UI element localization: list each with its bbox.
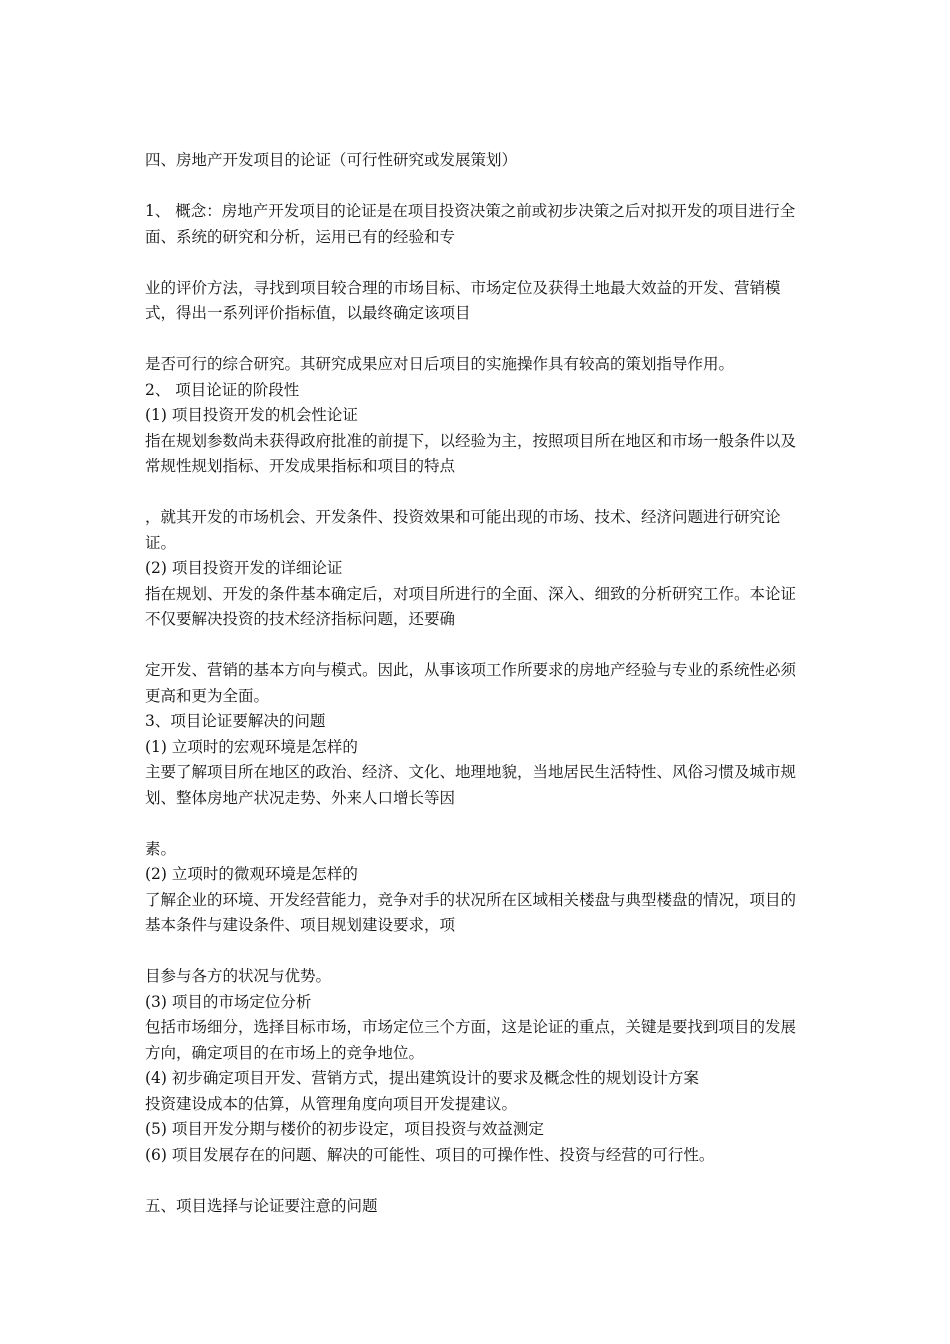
section-heading-4: 四、房地产开发项目的论证（可行性研究或发展策划） bbox=[145, 151, 518, 169]
blank-line bbox=[145, 174, 810, 200]
paragraph-detailed-cont: 定开发、营销的基本方向与模式。因此，从事该项工作所要求的房地产经验与专业的系统性必须更高和更为全面。 bbox=[145, 661, 797, 705]
blank-line bbox=[145, 633, 810, 659]
paragraph-concept-cont-1: 业的评价方法，寻找到项目较合理的市场目标、市场定位及获得土地最大效益的开发、营销模式，得出一系列评价指标值，以最终确定该项目 bbox=[145, 278, 781, 322]
item-phasing-pricing: (5) 项目开发分期与楼价的初步设定，项目投资与效益测定 bbox=[145, 1120, 544, 1138]
blank-line bbox=[145, 1168, 810, 1194]
item-market-positioning: (3) 项目的市场定位分析 bbox=[145, 992, 312, 1011]
paragraph-concept-cont-2: 是否可行的综合研究。其研究成果应对日后项目的实施操作具有较高的策划指导作用。 bbox=[145, 355, 735, 373]
blank-line bbox=[145, 811, 810, 837]
subheading-stages: 2、 项目论证的阶段性 bbox=[145, 380, 300, 399]
item-issues-feasibility: (6) 项目发展存在的问题、解决的可能性、项目的可操作性、投资与经营的可行性。 bbox=[145, 1145, 715, 1164]
paragraph-micro-cont: 目参与各方的状况与优势。 bbox=[145, 967, 332, 985]
paragraph-detailed: 指在规划、开发的条件基本确定后，对项目所进行的全面、深入、细致的分析研究工作。本论证不仅要解决投资的技术经济指标问题，还要确 bbox=[145, 584, 797, 628]
blank-line bbox=[145, 327, 810, 353]
blank-line bbox=[145, 250, 810, 276]
paragraph-opportunity-cont: ，就其开发的市场机会、开发条件、投资效果和可能出现的市场、技术、经济问题进行研究论证。 bbox=[145, 508, 781, 552]
subheading-problems: 3、项目论证要解决的问题 bbox=[145, 712, 326, 730]
item-micro-environment: (2) 立项时的微观环境是怎样的 bbox=[145, 865, 358, 883]
blank-line bbox=[145, 939, 810, 965]
item-detailed-demo: (2) 项目投资开发的详细论证 bbox=[145, 559, 343, 577]
paragraph-investment-estimate: 投资建设成本的估算，从管理角度向项目开发提建议。 bbox=[145, 1094, 518, 1113]
paragraph-micro: 了解企业的环境、开发经营能力，竞争对手的状况所在区域相关楼盘与典型楼盘的情况，项目的基本条件与建设条件、项目规划建设要求，项 bbox=[145, 890, 797, 934]
blank-line bbox=[145, 480, 810, 506]
paragraph-macro: 主要了解项目所在地区的政治、经济、文化、地理地貌，当地居民生活特性、风俗习惯及城市规划、整体房地产状况走势、外来人口增长等因 bbox=[145, 763, 797, 807]
paragraph-concept: 1、 概念：房地产开发项目的论证是在项目投资决策之前或初步决策之后对拟开发的项目进行全面、系统的研究和分析，运用已有的经验和专 bbox=[145, 202, 796, 246]
item-development-marketing: (4) 初步确定项目开发、营销方式，提出建筑设计的要求及概念性的规划设计方案 bbox=[145, 1069, 699, 1087]
paragraph-market-positioning: 包括市场细分，选择目标市场，市场定位三个方面，这是论证的重点，关键是要找到项目的发展方向，确定项目的在市场上的竞争地位。 bbox=[145, 1018, 797, 1062]
document-body bbox=[145, 148, 810, 1219]
paragraph-macro-cont: 素。 bbox=[145, 839, 177, 858]
item-macro-environment: (1) 立项时的宏观环境是怎样的 bbox=[145, 737, 358, 756]
section-heading-5: 五、项目选择与论证要注意的问题 bbox=[145, 1196, 378, 1215]
paragraph-opportunity: 指在规划参数尚未获得政府批准的前提下，以经验为主，按照项目所在地区和市场一般条件以及常规性规划指标、开发成果指标和项目的特点 bbox=[145, 431, 797, 475]
item-opportunity-demo: (1) 项目投资开发的机会性论证 bbox=[145, 406, 358, 424]
